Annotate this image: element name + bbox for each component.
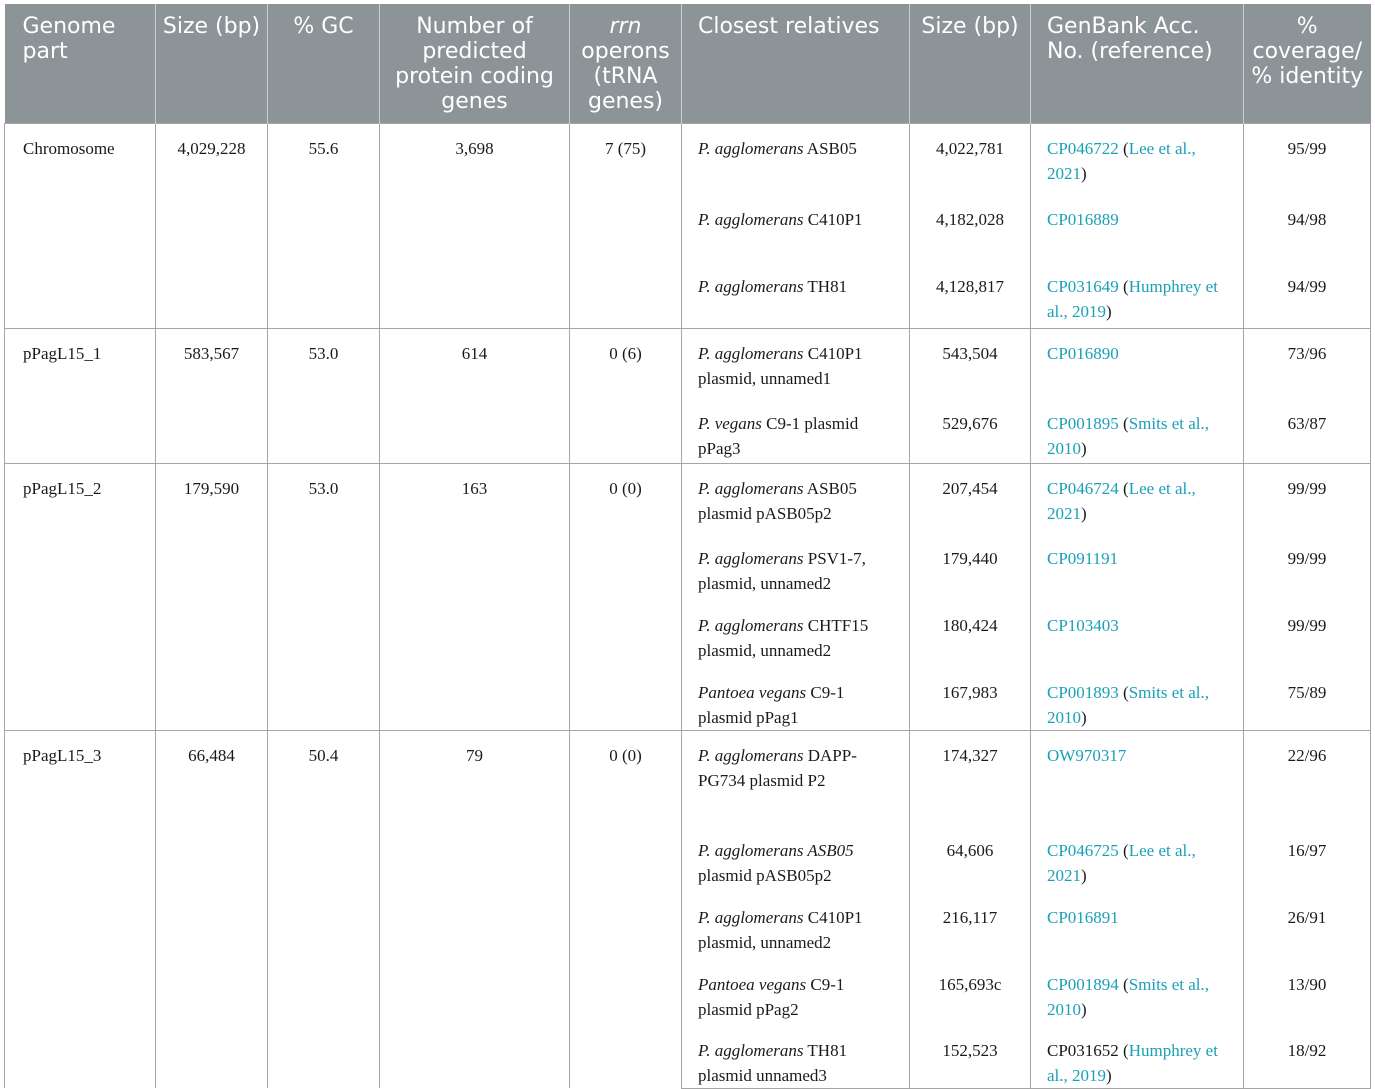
relative-strain: DAPP-PG734 plasmid P2 — [698, 746, 857, 790]
accession-cell: CP001895 (Smits et al., 2010) — [1031, 395, 1244, 464]
relative-strain: C9-1 plasmid pPag1 — [698, 682, 845, 727]
relative-cell — [682, 597, 910, 664]
table-row — [5, 731, 1371, 822]
relative-cell — [682, 464, 910, 530]
relative-size-cell: 165,693c — [910, 956, 1031, 1022]
relative-cell — [682, 124, 910, 191]
relative-strain: plasmid pASB05p2 — [698, 865, 832, 885]
size-cell: 179,590 — [156, 464, 268, 731]
coverage-cell: 75/89 — [1244, 664, 1371, 731]
relative-species: P. agglomerans — [698, 1040, 804, 1060]
relative-species: P. agglomerans — [698, 548, 804, 568]
genome-part-cell: pPagL15_3 — [5, 731, 156, 1089]
accession-link[interactable]: CP046724 — [1047, 479, 1119, 498]
reference-link[interactable]: Humphrey et al., 2019 — [1047, 1040, 1218, 1085]
relative-species: P. agglomerans — [698, 615, 804, 635]
accession-cell — [1031, 530, 1244, 597]
gc-cell: 53.0 — [268, 329, 380, 464]
table-body — [5, 124, 1371, 1089]
relative-cell — [682, 664, 910, 731]
relative-size-cell: 167,983 — [910, 664, 1031, 731]
relative-species: P. agglomerans — [698, 479, 804, 498]
genome-part-cell: pPagL15_2 — [5, 464, 156, 731]
relative-strain: C9-1 plasmid pPag3 — [698, 413, 859, 458]
coverage-cell: 94/99 — [1244, 258, 1371, 329]
accession-link[interactable]: CP016889 — [1047, 209, 1119, 229]
coverage-cell: 18/92 — [1244, 1022, 1371, 1089]
reference-link[interactable]: Smits et al., 2010 — [1047, 974, 1209, 1019]
accession-cell: CP031649 (Humphrey et al., 2019) — [1031, 258, 1244, 329]
relative-species: Pantoea vegans — [698, 682, 807, 702]
accession-link[interactable]: CP001895 — [1047, 413, 1119, 433]
accession-cell: CP046722 (Lee et al., 2021) — [1031, 124, 1244, 191]
accession-link[interactable]: CP016890 — [1047, 344, 1119, 363]
reference-link[interactable]: Smits et al., 2010 — [1047, 682, 1209, 727]
table-row — [5, 329, 1371, 395]
gc-cell: 53.0 — [268, 464, 380, 731]
header-genome-part: Genome part — [5, 4, 156, 124]
accession-link[interactable]: CP031652 — [1047, 1040, 1119, 1060]
relative-size-cell: 543,504 — [910, 329, 1031, 395]
coverage-cell: 13/90 — [1244, 956, 1371, 1022]
coverage-cell: 22/96 — [1244, 731, 1371, 822]
relative-species: Pantoea vegans — [698, 974, 807, 994]
accession-link[interactable]: OW970317 — [1047, 746, 1127, 765]
coverage-cell: 26/91 — [1244, 889, 1371, 956]
rrn-cell: 7 (75) — [570, 124, 682, 329]
table-row — [5, 124, 1371, 191]
relative-species: P. vegans — [698, 413, 762, 433]
relative-strain: C410P1 plasmid, unnamed1 — [698, 344, 863, 388]
relative-species: P. agglomerans — [698, 344, 804, 363]
relative-cell — [682, 258, 910, 329]
accession-cell — [1031, 597, 1244, 664]
genome-table — [4, 4, 1371, 1089]
header-size: Size (bp) — [156, 4, 268, 124]
accession-cell: CP031652 (Humphrey et al., 2019) — [1031, 1022, 1244, 1089]
relative-strain: ASB05 — [803, 139, 857, 158]
relative-species: P. agglomerans ASB05 — [698, 840, 854, 860]
relative-cell — [682, 956, 910, 1022]
relative-size-cell: 4,182,028 — [910, 191, 1031, 258]
coverage-cell: 99/99 — [1244, 530, 1371, 597]
genome-part-cell: Chromosome — [5, 124, 156, 329]
gc-cell: 50.4 — [268, 731, 380, 1089]
coverage-cell: 63/87 — [1244, 395, 1371, 464]
reference-link[interactable]: Lee et al., 2021 — [1047, 479, 1196, 523]
relative-size-cell: 152,523 — [910, 1022, 1031, 1089]
rrn-cell: 0 (6) — [570, 329, 682, 464]
header-gc: % GC — [268, 4, 380, 124]
relative-strain: C410P1 plasmid, unnamed2 — [698, 907, 863, 952]
size-cell: 4,029,228 — [156, 124, 268, 329]
rrn-cell: 0 (0) — [570, 464, 682, 731]
size-cell: 583,567 — [156, 329, 268, 464]
accession-cell: CP046724 (Lee et al., 2021) — [1031, 464, 1244, 530]
reference-link[interactable]: Smits et al., 2010 — [1047, 413, 1209, 458]
header-row — [5, 4, 1371, 124]
relative-strain: TH81 plasmid unnamed3 — [698, 1040, 848, 1085]
relative-cell — [682, 1022, 910, 1089]
accession-cell — [1031, 191, 1244, 258]
header-coverage: % coverage/ % identity — [1244, 4, 1371, 124]
header-rrn-rest: operons (tRNA genes) — [581, 39, 670, 114]
relative-species: P. agglomerans — [698, 139, 804, 158]
relative-size-cell: 174,327 — [910, 731, 1031, 822]
relative-size-cell: 216,117 — [910, 889, 1031, 956]
relative-strain: TH81 — [803, 276, 848, 296]
accession-cell: CP046725 (Lee et al., 2021) — [1031, 822, 1244, 889]
header-rrn — [570, 4, 682, 124]
relative-size-cell: 4,128,817 — [910, 258, 1031, 329]
accession-link[interactable]: CP001893 — [1047, 682, 1119, 702]
coverage-cell: 95/99 — [1244, 124, 1371, 191]
relative-size-cell: 64,606 — [910, 822, 1031, 889]
relative-species: P. agglomerans — [698, 907, 804, 927]
header-genbank: GenBank Acc. No. (reference) — [1031, 4, 1244, 124]
relative-strain: PSV1-7, plasmid, unnamed2 — [698, 548, 866, 593]
reference-link[interactable]: Humphrey et al., 2019 — [1047, 276, 1218, 321]
genes-cell: 614 — [380, 329, 570, 464]
relative-cell — [682, 395, 910, 464]
relative-cell — [682, 329, 910, 395]
relative-size-cell: 180,424 — [910, 597, 1031, 664]
relative-cell — [682, 889, 910, 956]
accession-cell — [1031, 889, 1244, 956]
relative-cell — [682, 822, 910, 889]
accession-cell — [1031, 329, 1244, 395]
genes-cell: 163 — [380, 464, 570, 731]
coverage-cell: 94/98 — [1244, 191, 1371, 258]
coverage-cell: 16/97 — [1244, 822, 1371, 889]
table-row — [5, 464, 1371, 530]
reference-link[interactable]: Lee et al., 2021 — [1047, 139, 1196, 183]
relative-cell — [682, 731, 910, 822]
accession-cell: CP001894 (Smits et al., 2010) — [1031, 956, 1244, 1022]
accession-link[interactable]: CP046722 — [1047, 139, 1119, 158]
accession-link[interactable]: CP016891 — [1047, 907, 1119, 927]
accession-link[interactable]: CP001894 — [1047, 974, 1119, 994]
accession-cell — [1031, 731, 1244, 822]
relative-size-cell: 207,454 — [910, 464, 1031, 530]
rrn-cell: 0 (0) — [570, 731, 682, 1089]
relative-strain: C410P1 — [803, 209, 863, 229]
coverage-cell: 99/99 — [1244, 464, 1371, 530]
relative-size-cell: 179,440 — [910, 530, 1031, 597]
coverage-cell: 99/99 — [1244, 597, 1371, 664]
size-cell: 66,484 — [156, 731, 268, 1089]
header-rrn-italic: rrn — [609, 14, 642, 39]
relative-strain: ASB05 plasmid pASB05p2 — [698, 479, 857, 523]
accession-link[interactable]: CP031649 — [1047, 276, 1119, 296]
relative-species: P. agglomerans — [698, 209, 804, 229]
accession-link[interactable]: CP046725 — [1047, 840, 1119, 860]
relative-strain: CHTF15 plasmid, unnamed2 — [698, 615, 869, 660]
header-closest-relatives: Closest relatives — [682, 4, 910, 124]
accession-cell: CP001893 (Smits et al., 2010) — [1031, 664, 1244, 731]
relative-strain: C9-1 plasmid pPag2 — [698, 974, 845, 1019]
gc-cell: 55.6 — [268, 124, 380, 329]
relative-species: P. agglomerans — [698, 746, 804, 765]
genome-part-cell: pPagL15_1 — [5, 329, 156, 464]
accession-link[interactable]: CP091191 — [1047, 548, 1119, 568]
header-relative-size: Size (bp) — [910, 4, 1031, 124]
relative-cell — [682, 530, 910, 597]
relative-species: P. agglomerans — [698, 276, 804, 296]
accession-link[interactable]: CP103403 — [1047, 615, 1119, 635]
reference-link[interactable]: Lee et al., 2021 — [1047, 840, 1196, 885]
genes-cell: 3,698 — [380, 124, 570, 329]
genes-cell: 79 — [380, 731, 570, 1089]
header-predicted-genes: Number of predicted protein coding genes — [380, 4, 570, 124]
coverage-cell: 73/96 — [1244, 329, 1371, 395]
relative-size-cell: 4,022,781 — [910, 124, 1031, 191]
relative-size-cell: 529,676 — [910, 395, 1031, 464]
relative-cell — [682, 191, 910, 258]
